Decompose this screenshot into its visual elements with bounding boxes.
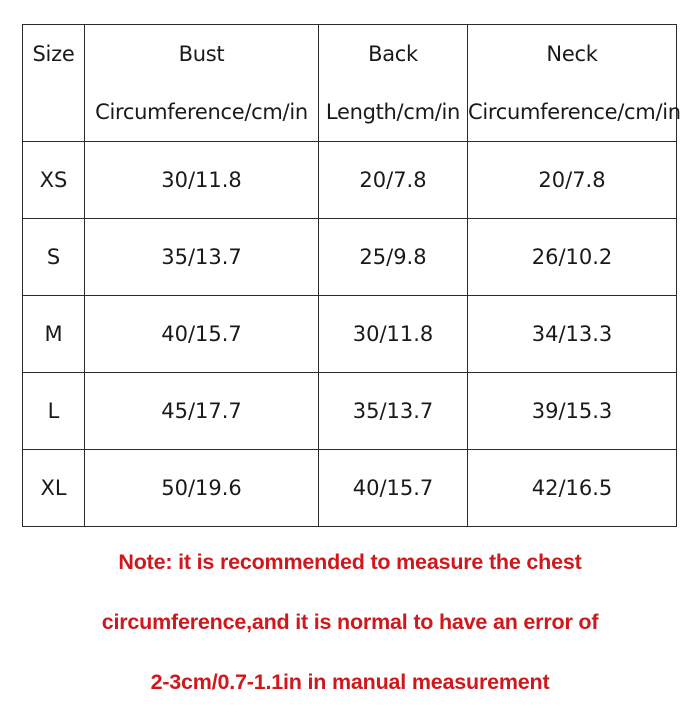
- cell-size: L: [23, 373, 85, 450]
- cell-neck: 20/7.8: [468, 142, 677, 219]
- table-row: [23, 296, 677, 373]
- header-bust-label: Bust: [178, 42, 225, 66]
- header-back-label: Back: [368, 42, 418, 66]
- table-row: [23, 373, 677, 450]
- header-neck-sub: Circumference/cm/in: [468, 100, 681, 124]
- cell-bust: 40/15.7: [85, 296, 319, 373]
- cell-back: 20/7.8: [319, 142, 468, 219]
- header-back-sub: Length/cm/in: [325, 100, 461, 124]
- measurement-note: [0, 540, 700, 720]
- note-line-2: circumference,and it is normal to have an error of: [101, 610, 599, 634]
- cell-bust: 35/13.7: [85, 219, 319, 296]
- header-back: [319, 25, 468, 142]
- cell-bust: 30/11.8: [85, 142, 319, 219]
- cell-bust: 50/19.6: [85, 450, 319, 527]
- cell-bust: 45/17.7: [85, 373, 319, 450]
- header-bust: [85, 25, 319, 142]
- table-row: [23, 142, 677, 219]
- cell-neck: 42/16.5: [468, 450, 677, 527]
- table-row: [23, 219, 677, 296]
- header-neck: [468, 25, 681, 142]
- header-size-label: Size: [32, 42, 75, 66]
- cell-neck: 39/15.3: [468, 373, 677, 450]
- cell-size: M: [23, 296, 85, 373]
- header-size: [23, 25, 85, 142]
- cell-neck: 34/13.3: [468, 296, 677, 373]
- cell-size: XL: [23, 450, 85, 527]
- cell-size: XS: [23, 142, 85, 219]
- cell-back: 30/11.8: [319, 296, 468, 373]
- header-row: [23, 25, 677, 142]
- header-bust-sub: Circumference/cm/in: [95, 100, 308, 124]
- cell-back: 40/15.7: [319, 450, 468, 527]
- note-line-3: 2-3cm/0.7-1.1in in manual measurement: [150, 670, 550, 694]
- cell-neck: 26/10.2: [468, 219, 677, 296]
- note-line-1: Note: it is recommended to measure the chest: [118, 550, 582, 574]
- size-chart-table: [22, 24, 681, 527]
- header-neck-label: Neck: [546, 42, 598, 66]
- table-row: [23, 450, 677, 527]
- cell-size: S: [23, 219, 85, 296]
- cell-back: 25/9.8: [319, 219, 468, 296]
- header-size-sub: [23, 83, 84, 141]
- cell-back: 35/13.7: [319, 373, 468, 450]
